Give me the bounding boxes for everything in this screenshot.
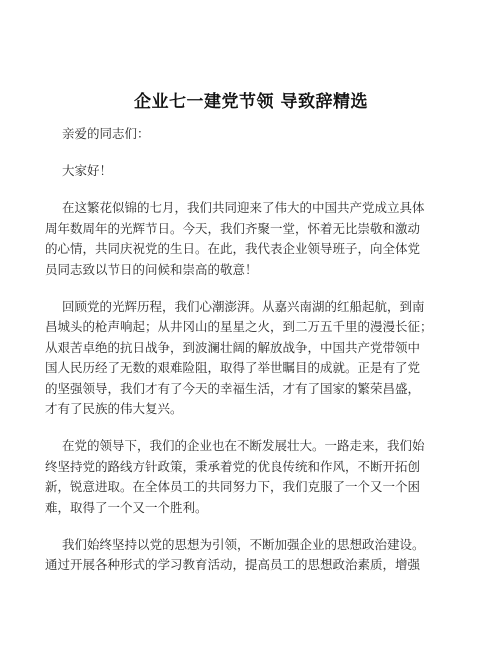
document-body	[45, 124, 441, 592]
paragraph-line: 我们始终坚持以党的思想为引领，不断加强企业的思想政治建设。	[62, 536, 425, 552]
document-title: 企业七一建党节领 导致辞精选	[134, 92, 368, 112]
paragraph-line: 周年数周年的光辉节日。今天，我们齐聚一堂，怀着无比崇敬和激动	[45, 220, 421, 236]
paragraph-line: 的心情，共同庆祝党的生日。在此，我代表企业领导班子，向全体党	[45, 241, 421, 256]
paragraph-history	[45, 297, 441, 420]
paragraph-line: 大家好！	[62, 163, 113, 178]
paragraph-line: 通过开展各种形式的学习教育活动，提高员工的思想政治素质，增强	[45, 557, 421, 572]
paragraph-greeting	[59, 124, 441, 145]
paragraph-line: 的坚强领导，我们才有了今天的幸福生活，才有了国家的繁荣昌盛，	[45, 380, 421, 396]
paragraph-line: 新，锐意进取。在全体员工的共同努力下，我们克服了一个又一个困	[45, 479, 421, 494]
paragraph-line: 员同志致以节日的问候和崇高的敬意！	[45, 261, 258, 277]
paragraph-line: 难，取得了一个又一个胜利。	[45, 499, 208, 515]
paragraph-ideology	[45, 535, 441, 576]
paragraph-line: 从艰苦卓绝的抗日战争，到波澜壮阔的解放战争，中国共产党带领中	[45, 339, 421, 355]
paragraph-line: 在党的领导下，我们的企业也在不断发展壮大。一路走来，我们始	[62, 438, 425, 453]
paragraph-opening	[45, 198, 441, 280]
paragraph-line: 昌城头的枪声响起；从井冈山的星星之火，到二万五千里的漫漫长征；	[45, 319, 433, 334]
paragraph-line: 才有了民族的伟大复兴。	[45, 401, 183, 416]
paragraph-line: 回顾党的光辉历程，我们心潮澎湃。从嘉兴南湖的红船起航，到南	[62, 298, 425, 314]
paragraph-hello	[59, 161, 441, 182]
paragraph-enterprise	[45, 436, 441, 518]
paragraph-line: 国人民历经了无数的艰难险阻，取得了举世瞩目的成就。正是有了党	[45, 360, 421, 375]
paragraph-line: 亲爱的同志们：	[62, 126, 150, 141]
paragraph-line: 在这繁花似锦的七月，我们共同迎来了伟大的中国共产党成立具体	[62, 200, 425, 215]
paragraph-line: 终坚持党的路线方针政策，秉承着党的优良传统和作风，不断开拓创	[45, 458, 421, 474]
